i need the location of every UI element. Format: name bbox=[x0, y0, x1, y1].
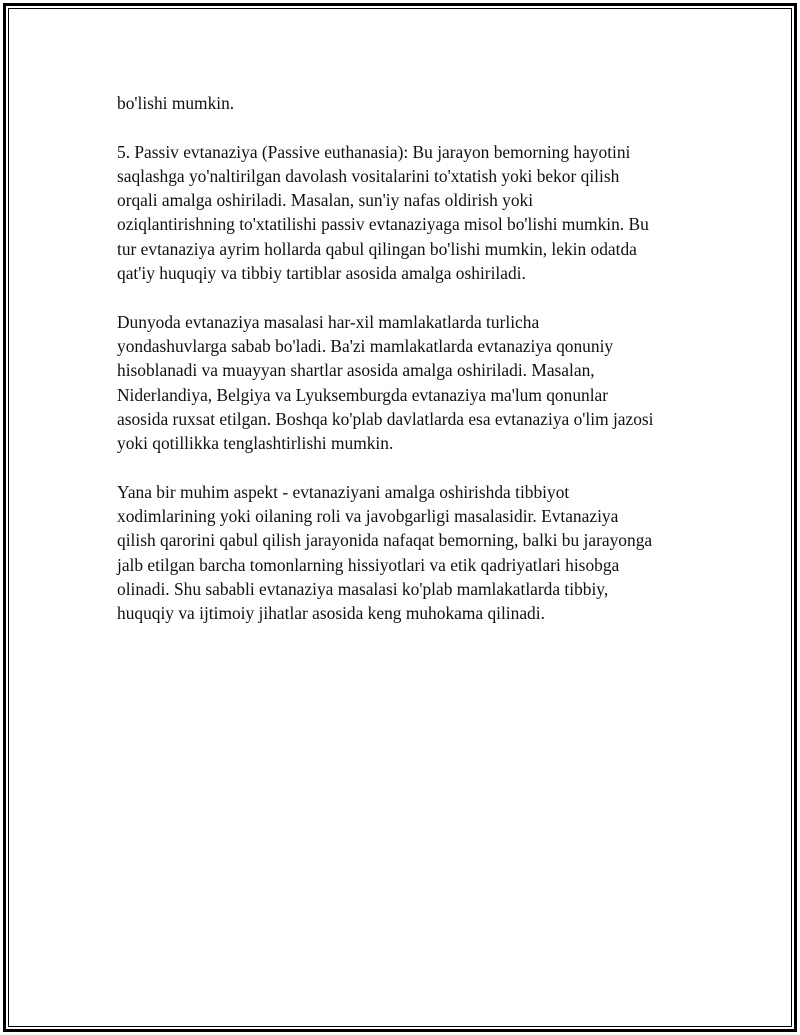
document-body bbox=[117, 91, 697, 650]
paragraph-continuation: bo'lishi mumkin. bbox=[117, 93, 235, 113]
paragraph-passive-euthanasia: 5. Passiv evtanaziya (Passive euthanasia): Bu jarayon bemorning hayotini saqlashga yo'naltirilgan davolash vositalarini to'xtatish yoki bekor qilish orqali amalga oshiriladi. Masalan, sun'iy nafas oldirish yoki oziqlantirishning to'xtatilishi passiv evtanaziyaga misol bo'lishi mumkin. Bu tur evtanaziya ayrim hollarda qabul qilingan bo'lishi mumkin, lekin odatda qat'iy huquqiy va tibbiy tartiblar asosida amalga oshiriladi. bbox=[117, 141, 649, 284]
paragraph-world-approaches: Dunyoda evtanaziya masalasi har-xil mamlakatlarda turlicha yondashuvlarga sabab bo'ladi. Ba'zi mamlakatlarda evtanaziya qonuniy hisoblanadi va muayyan shartlar asosida amalga oshiriladi. Masalan, Niderlandiya, Belgiya va Lyuksemburgda evtanaziya ma'lum qonunlar asosida ruxsat etilgan. Boshqa ko'plab davlatlarda esa evtanaziya o'lim jazosi yoki qotillikka tenglashtirlishi mumkin. bbox=[117, 311, 654, 454]
paragraph-roles-responsibility: Yana bir muhim aspekt - evtanaziyani amalga oshirishda tibbiyot xodimlarining yoki oilaning roli va javobgarligi masalasidir. Evtanaziya qilish qarorini qabul qilish jarayonida nafaqat bemorning, balki bu jarayonga jalb etilgan barcha tomonlarning hissiyotlari va etik qadriyatlari hisobga olinadi. Shu sababli evtanaziya masalasi ko'plab mamlakatlarda tibbiy, huquqiy va ijtimoiy jihatlar asosida keng muhokama qilinadi. bbox=[117, 481, 653, 624]
